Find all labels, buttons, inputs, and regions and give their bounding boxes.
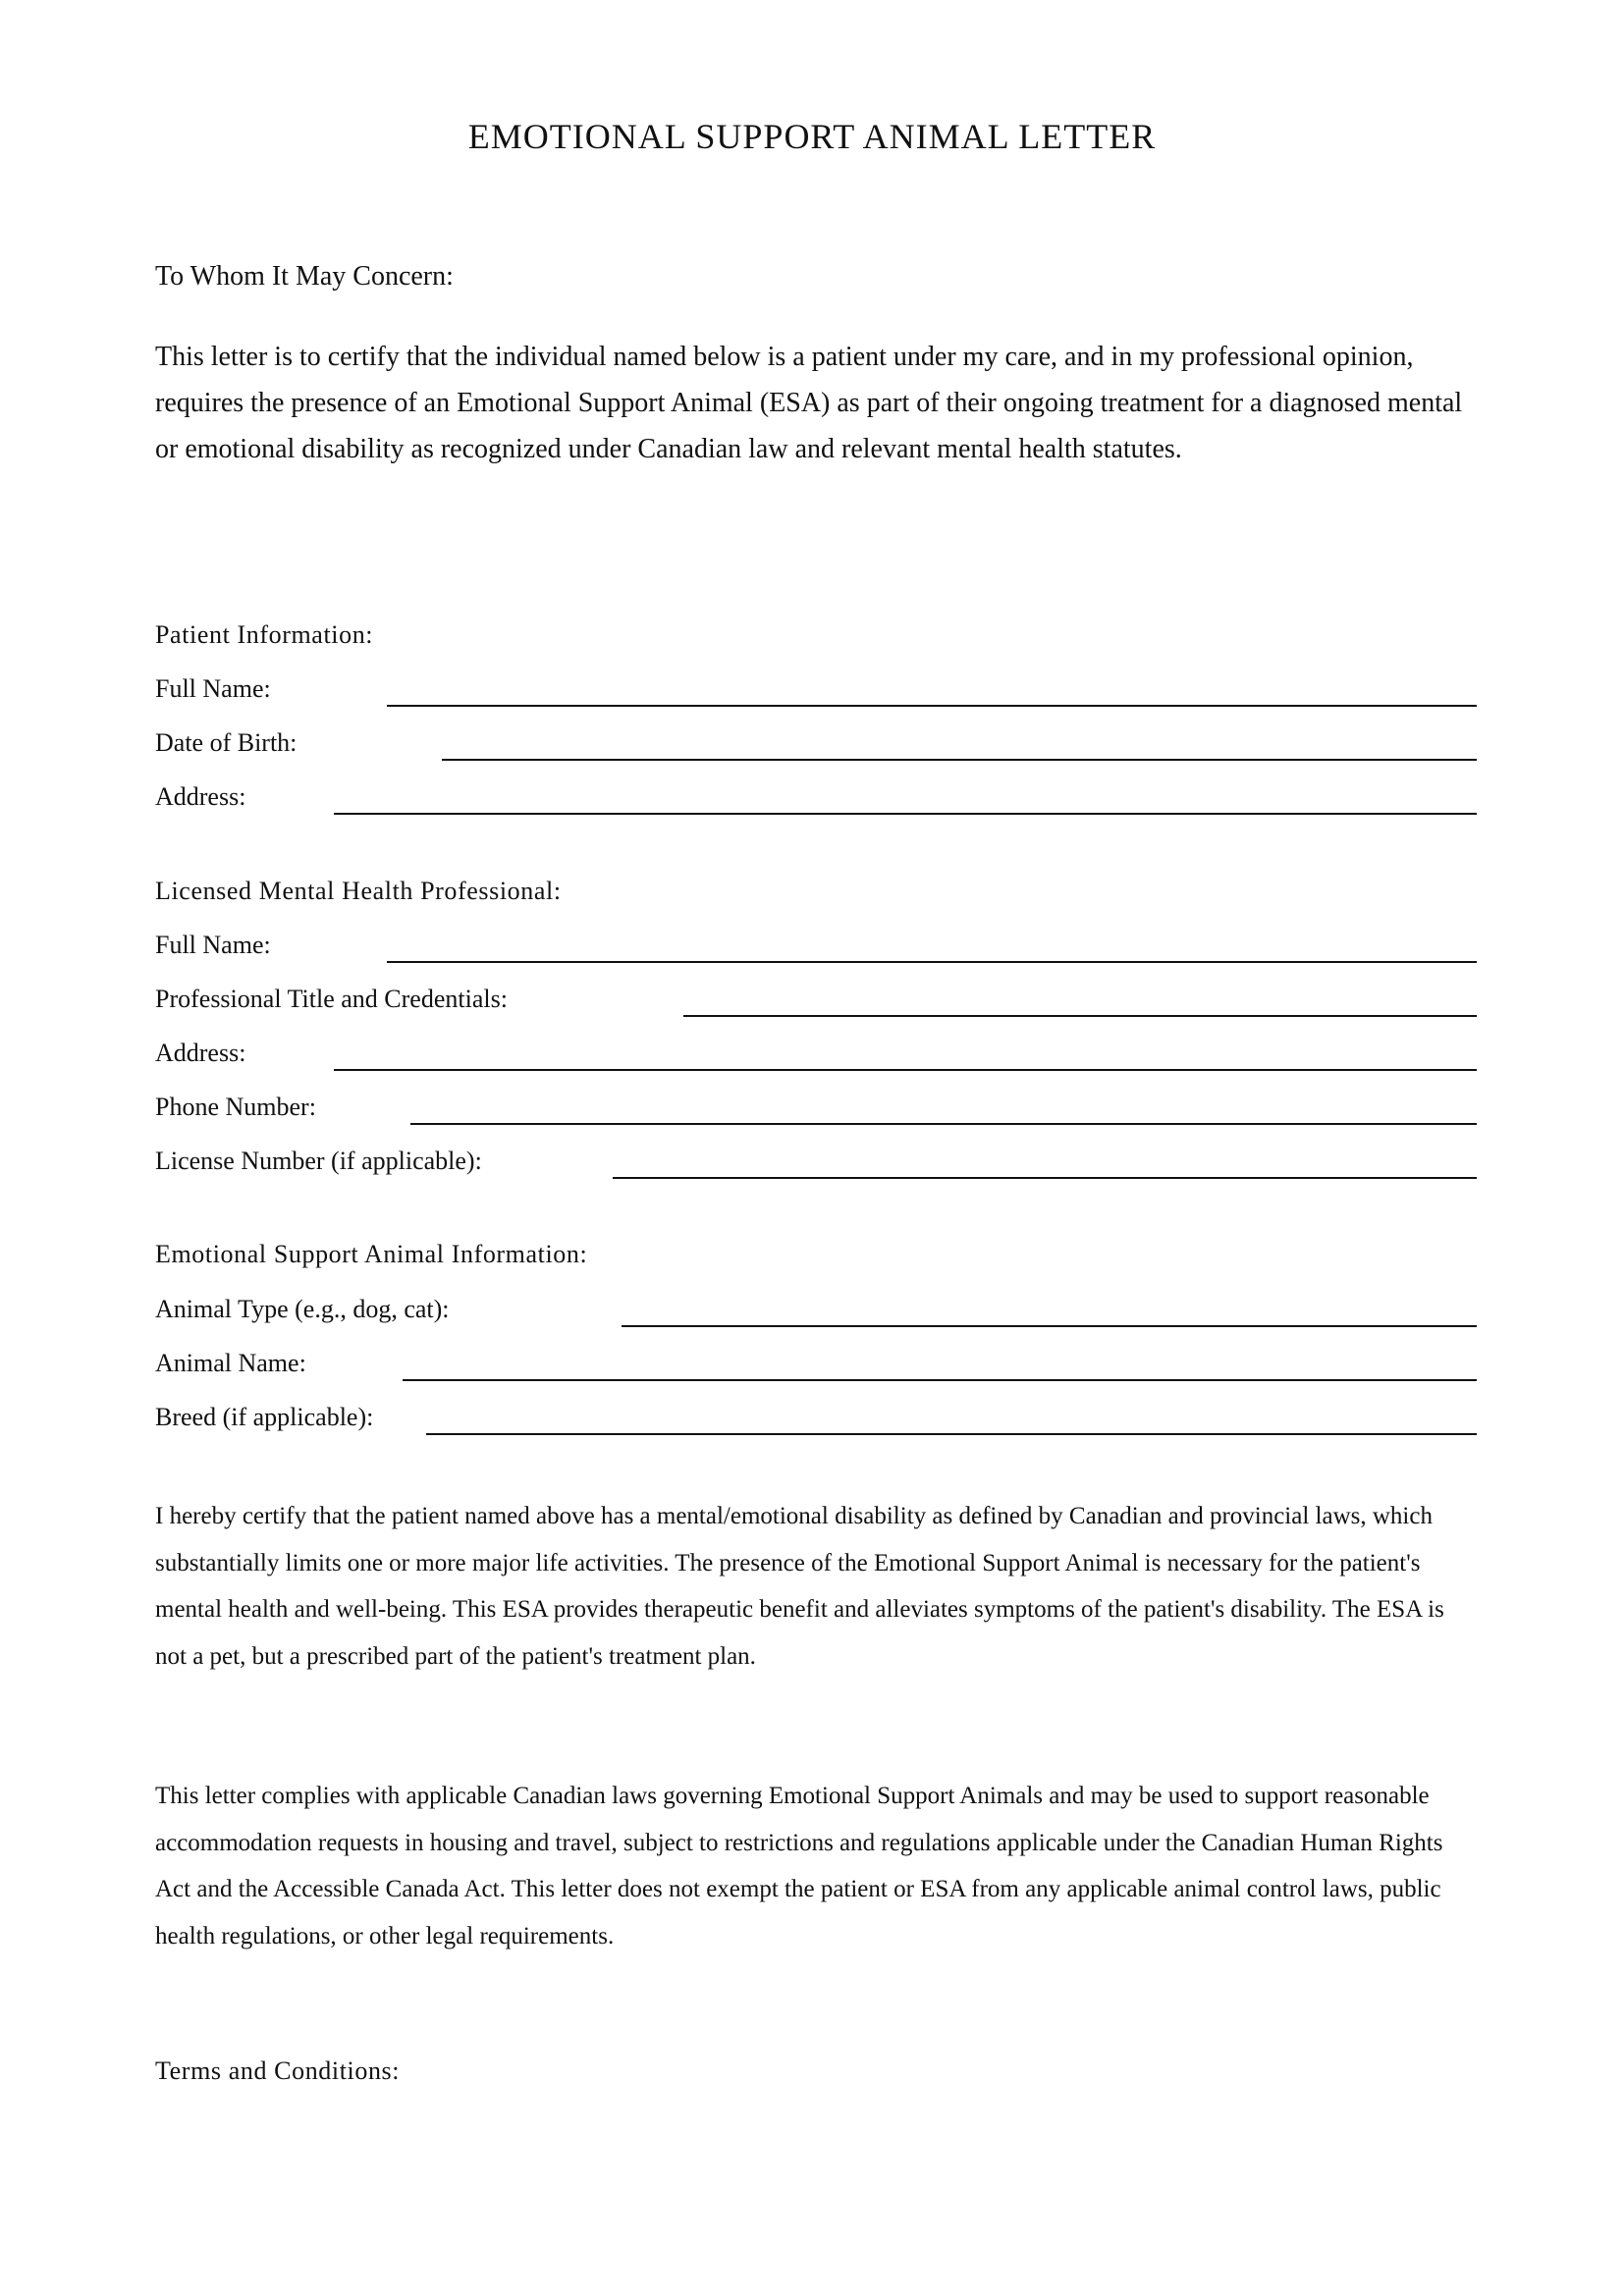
professional-full-name-field[interactable] [155,931,1477,970]
terms-heading: Terms and Conditions: [155,2056,401,2085]
professional-license-field[interactable] [155,1147,1477,1186]
field-label: Date of Birth: [155,728,298,757]
document-title: EMOTIONAL SUPPORT ANIMAL LETTER [467,117,1157,156]
patient-address-field[interactable] [155,782,1477,822]
field-label: Address: [155,782,246,811]
professional-full-name-input-line[interactable] [387,961,1477,963]
professional-phone-field[interactable] [155,1093,1477,1132]
patient-dob-field[interactable] [155,728,1477,768]
patient-info-heading: Patient Information: [155,620,374,649]
professional-title-field[interactable] [155,985,1477,1024]
field-label: Animal Name: [155,1349,306,1377]
field-label: Professional Title and Credentials: [155,985,508,1013]
patient-dob-input-line[interactable] [442,759,1477,761]
animal-breed-field[interactable] [155,1403,1477,1442]
patient-address-input-line[interactable] [334,813,1477,815]
animal-info-heading: Emotional Support Animal Information: [155,1240,588,1268]
field-label: Full Name: [155,674,271,703]
field-label: Full Name: [155,931,271,959]
patient-full-name-input-line[interactable] [387,705,1477,707]
compliance-paragraph: This letter complies with applicable Canadian laws governing Emotional Support Animals and may be used to support reasonable accommodation requests in housing and travel, subject to restrictions and regulations applicable under the Canadian Human Rights Act and the Accessible Canada Act. This letter does not exempt the patient or ESA from any applicable animal control laws, public health regulations, or other legal requirements. [155,1783,1443,1949]
professional-title-input-line[interactable] [683,1015,1477,1017]
patient-full-name-field[interactable] [155,674,1477,714]
professional-address-field[interactable] [155,1039,1477,1078]
field-label: Address: [155,1039,246,1067]
animal-breed-input-line[interactable] [426,1433,1477,1435]
intro-paragraph: This letter is to certify that the individual named below is a patient under my care, and in my professional opinion, requires the presence of an Emotional Support Animal (ESA) as part of their ongoing treatment for a diagnosed mental or emotional disability as recognized under Canadian law and relevant mental health statutes. [155,342,1463,464]
professional-phone-input-line[interactable] [410,1123,1477,1125]
field-label: Animal Type (e.g., dog, cat): [155,1295,450,1323]
certification-paragraph: I hereby certify that the patient named above has a mental/emotional disability as defined by Canadian and provincial laws, which substantially limits one or more major life activities. The presence of the Emotional Support Animal is necessary for the patient's mental health and well-being. This ESA provides therapeutic benefit and alleviates symptoms of the patient's disability. The ESA is not a pet, but a prescribed part of the patient's treatment plan. [155,1503,1444,1670]
salutation: To Whom It May Concern: [155,261,454,292]
professional-license-input-line[interactable] [613,1177,1477,1179]
animal-name-input-line[interactable] [403,1379,1477,1381]
field-label: License Number (if applicable): [155,1147,482,1175]
professional-address-input-line[interactable] [334,1069,1477,1071]
animal-type-input-line[interactable] [622,1325,1477,1327]
professional-info-heading: Licensed Mental Health Professional: [155,877,562,905]
field-label: Breed (if applicable): [155,1403,374,1431]
animal-name-field[interactable] [155,1349,1477,1388]
animal-type-field[interactable] [155,1295,1477,1334]
field-label: Phone Number: [155,1093,316,1121]
